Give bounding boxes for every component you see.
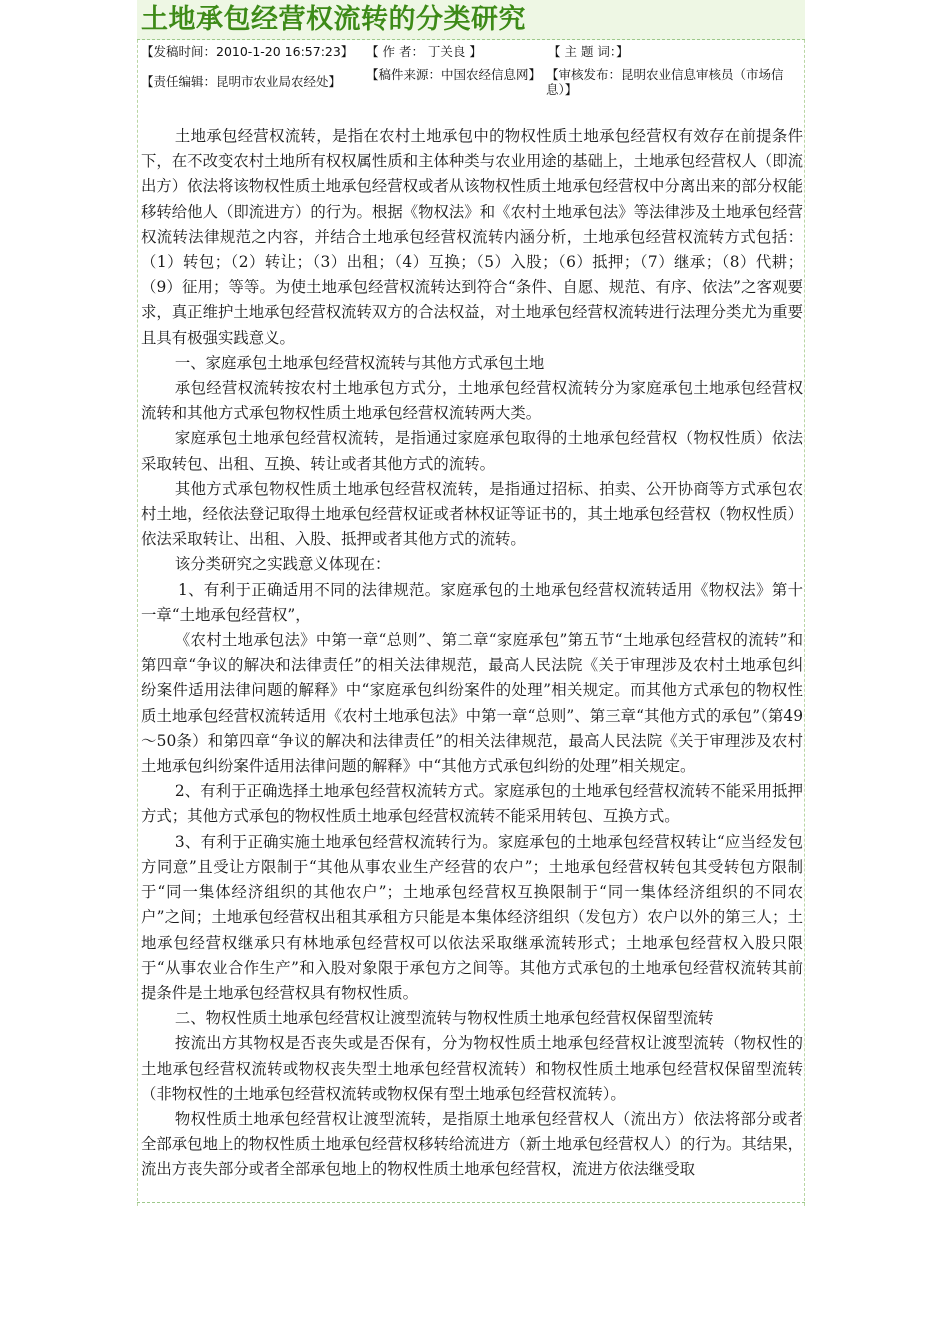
publish-date: 【发稿时间：2010-1-20 16:57:23】: [141, 44, 354, 59]
article-body: [141, 124, 803, 1183]
list-item: 2、有利于正确选择土地承包经营权流转方式。家庭承包的土地承包经营权流转不能采用抵押方式；其他方式承包的物权性质土地承包经营权流转不能采用转包、互换方式。: [141, 782, 803, 826]
author: 【 作 者： 丁关良 】: [366, 44, 482, 59]
paragraph: 家庭承包土地承包经营权流转，是指通过家庭承包取得的土地承包经营权（物权性质）依法采取转包、出租、互换、转让或者其他方式的流转。: [141, 429, 803, 473]
paragraph: 按流出方其物权是否丧失或是否保有，分为物权性质土地承包经营权让渡型流转（物权性的土地承包经营权流转或物权丧失型土地承包经营权流转）和物权性质土地承包经营权保留型流转（非物权性的土地承包经营权流转或物权保有型土地承包经营权流转）。: [141, 1034, 803, 1103]
paragraph: 《农村土地承包法》中第一章“总则”、第二章“家庭承包”第五节“土地承包经营权的流转”和第四章“争议的解决和法律责任”的相关法律规范，最高人民法院《关于审理涉及农村土地承包纠纷案件适用法律问题的解释》中“家庭承包纠纷案件的处理”相关规定。而其他方式承包的物权性质土地承包经营权流转适用《农村土地承包法》中第一章“总则”、第三章“其他方式的承包”（第49～50条）和第四章“争议的解决和法律责任”的相关法律规范，最高人民法院《关于审理涉及农村土地承包纠纷案件适用法律问题的解释》中“其他方式承包纠纷的处理”相关规定。: [141, 631, 803, 776]
paragraph: 物权性质土地承包经营权让渡型流转，是指原土地承包经营权人（流出方）依法将部分或者全部承包地上的物权性质土地承包经营权移转给流进方（新土地承包经营权人）的行为。其结果，流出方丧失部分或者全部承包地上的物权性质土地承包经营权，流进方依法继受取: [141, 1109, 803, 1179]
responsible-editor: 【责任编辑：昆明市农业局农经处】: [141, 74, 342, 89]
subject-keywords: 【 主 题 词：】: [548, 44, 629, 59]
article-source: 【稿件来源：中国农经信息网】: [366, 67, 542, 82]
paragraph: 该分类研究之实践意义体现在：: [174, 555, 391, 574]
list-item: 1、有利于正确适用不同的法律规范。家庭承包的土地承包经营权流转适用《物权法》第十一章“土地承包经营权”，: [141, 580, 803, 624]
article-title: 土地承包经营权流转的分类研究: [141, 4, 526, 35]
paragraph: 承包经营权流转按农村土地承包方式分，土地承包经营权流转分为家庭承包土地承包经营权流转和其他方式承包物权性质土地承包经营权流转两大类。: [141, 379, 803, 423]
paragraph: 土地承包经营权流转，是指在农村土地承包中的物权性质土地承包经营权有效存在前提条件下，在不改变农村土地所有权权属性质和主体种类与农业用途的基础上，土地承包经营权人（即流出方）依法将该物权性质土地承包经营权或者从该物权性质土地承包经营权中分离出来的部分权能移转给他人（即流进方）的行为。根据《物权法》和《农村土地承包法》等法律涉及土地承包经营权流转法律规范之内容，并结合土地承包经营权流转内涵分析，土地承包经营权流转方式包括：（1）转包；（2）转让；（3）出租；（4）互换；（5）入股；（6）抵押；（7）继承；（8）代耕；（9）征用；等等。为使土地承包经营权流转达到符合“条件、自愿、规范、有序、依法”之客观要求，真正维护土地承包经营权流转双方的合法权益，对土地承包经营权流转进行法理分类尤为重要且具有极强实践意义。: [141, 127, 803, 347]
section-heading: 一、家庭承包土地承包经营权流转与其他方式承包土地: [174, 353, 545, 372]
bottom-divider: [137, 1202, 805, 1203]
paragraph: 其他方式承包物权性质土地承包经营权流转，是指通过招标、拍卖、公开协商等方式承包农村土地，经依法登记取得土地承包经营权证或者林权证等证书的，其土地承包经营权（物权性质）依法采取转让、出租、入股、抵押或者其他方式的流转。: [141, 479, 803, 549]
section-heading: 二、物权性质土地承包经营权让渡型流转与物权性质土地承包经营权保留型流转: [174, 1009, 714, 1028]
review-publisher: 【审核发布：昆明农业信息审核员（市场信息）】: [546, 67, 784, 97]
list-item: 3、有利于正确实施土地承包经营权流转行为。家庭承包的土地承包经营权转让“应当经发包方同意”且受让方限制于“其他从事农业生产经营的农户”；土地承包经营权转包其受转包方限制于“同一集体经济组织的其他农户”；土地承包经营权互换限制于“同一集体经济组织的不同农户”之间；土地承包经营权出租其承租方只能是本集体经济组织（发包方）农户以外的第三人；土地承包经营权继承只有林地承包经营权可以依法采取继承流转形式；土地承包经营权入股只限于“从事农业合作生产”和入股对象限于承包方之间等。其他方式承包的土地承包经营权流转其前提条件是土地承包经营权具有物权性质。: [141, 832, 803, 1002]
